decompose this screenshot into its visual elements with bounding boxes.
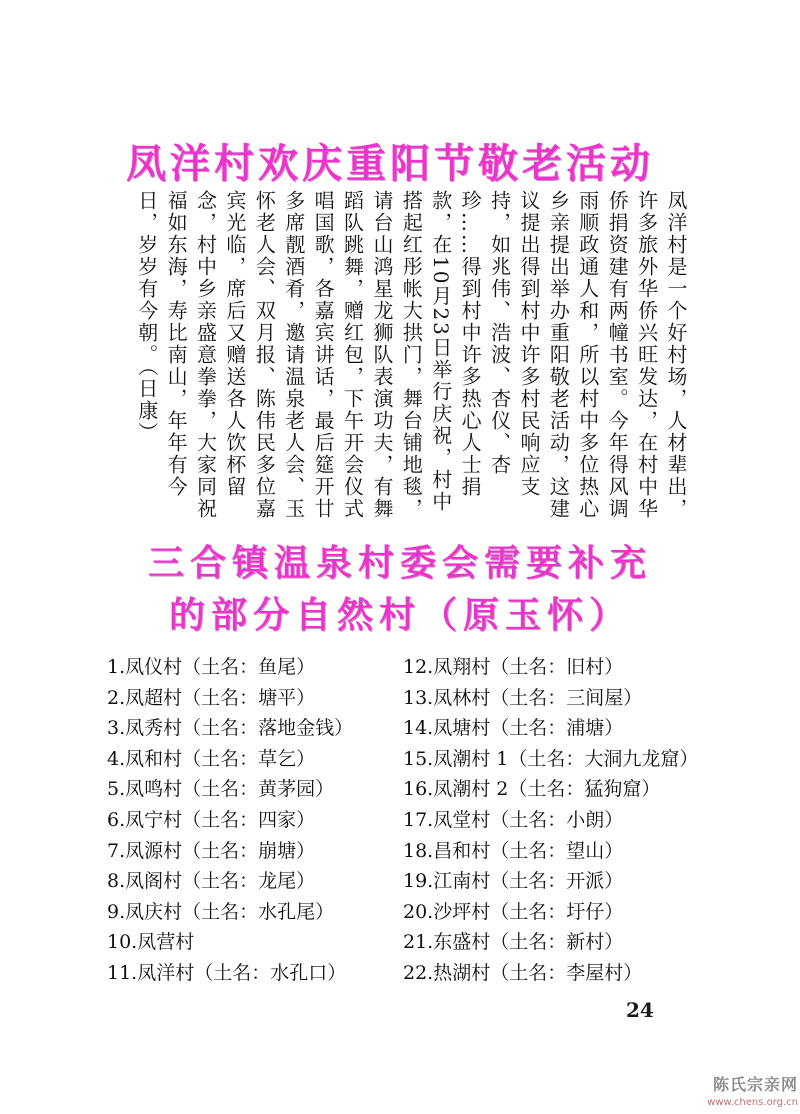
section-title-line1: 三合镇温泉村委会需要补充	[147, 543, 652, 584]
list-item: 4.凤和村（土名：草乞）	[107, 747, 316, 770]
list-item: 21.东盛村（土名：新村）	[403, 931, 624, 954]
article-title: 凤洋村欢庆重阳节敬老活动	[126, 141, 654, 187]
list-item: 11.凤洋村（土名：水孔口）	[107, 961, 347, 984]
article-body-text: 凤洋村是一个好村场，人材辈出，许多旅外华侨兴旺发达，在村中华侨捐资建有两幢书室。今年得风调雨顺政通人和，所以村中多位热心乡亲提出举办重阳敬老活动，这建议提出得到村中许多村民响应支持，如兆伟、浩波、杏仪、杏珍……得到村中许多热心人士捐款，在10月23日举行庆祝，村中搭起红彤帐大拱门，舞台铺地毯，请台山鸿星龙狮队表演功夫，有舞蹈队跳舞，赠红包，下午开会仪式唱国歌，各嘉宾讲话，最后筵开廿多席靓酒肴，邀请温泉老人会、玉怀老人会、双月报、陈伟民多位嘉宾光临，席后又赠送各人饮杯留念，村中乡亲盛意拳拳，大家同祝福如东海，寿比南山，年年有今日，岁岁有今朝。（日康）	[134, 190, 688, 520]
watermark-name: 陈氏宗亲网	[712, 1075, 798, 1094]
list-item: 19.江南村（土名：开派）	[403, 870, 624, 893]
list-item: 22.热湖村（土名：李屋村）	[403, 961, 643, 984]
list-item: 16.凤潮村 2（土名：猛狗窟）	[403, 778, 661, 801]
list-item: 10.凤营村	[107, 931, 195, 954]
list-item: 18.昌和村（土名：望山）	[403, 839, 624, 862]
list-item: 2.凤超村（土名：塘平）	[107, 686, 316, 709]
list-item: 12.凤翔村（土名：旧村）	[403, 656, 624, 678]
list-item: 17.凤堂村（土名：小朗）	[403, 808, 624, 831]
section-title-line2: 的部分自然村（原玉怀）	[168, 595, 631, 636]
page-number: 24	[626, 998, 654, 1022]
list-item: 13.凤林村（土名：三间屋）	[403, 686, 643, 709]
village-list-left	[107, 652, 353, 989]
article-body	[100, 190, 690, 520]
village-list-right	[403, 652, 698, 989]
list-item: 7.凤源村（土名：崩塘）	[107, 839, 316, 862]
list-item: 15.凤潮村 1（土名：大洞九龙窟）	[403, 747, 699, 770]
list-item: 1.凤仪村（土名：鱼尾）	[107, 656, 316, 678]
list-item: 20.沙坪村（土名：圩仔）	[403, 900, 624, 923]
list-item: 6.凤宁村（土名：四家）	[107, 808, 316, 831]
list-item: 3.凤秀村（土名：落地金钱）	[107, 717, 354, 740]
watermark-url: www.chens.org.cn	[707, 1097, 798, 1108]
list-item: 14.凤塘村（土名：浦塘）	[403, 717, 624, 740]
section-title	[60, 538, 740, 642]
list-item: 9.凤庆村（土名：水孔尾）	[107, 900, 335, 923]
list-item: 5.凤鸣村（土名：黄茅园）	[107, 778, 335, 801]
list-item: 8.凤阁村（土名：龙尾）	[107, 870, 316, 893]
site-watermark	[690, 1072, 798, 1108]
